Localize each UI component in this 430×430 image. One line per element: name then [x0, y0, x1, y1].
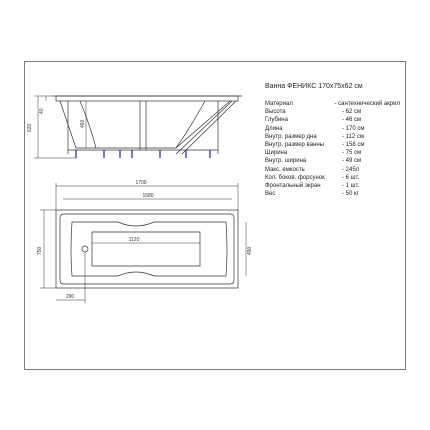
spec-row [265, 133, 400, 141]
top-view [56, 210, 238, 288]
spec-value: - 112 см [342, 133, 365, 140]
spec-row [265, 182, 400, 190]
spec-label: Кол. боков. форсунок [265, 174, 325, 181]
spec-row [265, 174, 400, 182]
spec-label: Фронтальный экран [265, 183, 321, 190]
front-panel-edge [176, 101, 232, 154]
spec-row [265, 157, 400, 165]
spec-value: - 170 см [342, 125, 365, 132]
dim-bottom-length: 1120 [128, 237, 140, 243]
spec-value: - 6 шт. [342, 174, 360, 181]
dim-depth: 460 [80, 119, 86, 128]
spec-value: - сантехнический акрил [334, 101, 400, 107]
spec-row [265, 141, 400, 149]
spec-label: Вес [265, 191, 276, 198]
spec-label: Высота [265, 109, 286, 116]
dim-length: 1700 [135, 180, 147, 186]
spec-value: - 245л [342, 166, 360, 173]
spec-row [265, 125, 400, 133]
spec-row [265, 100, 400, 108]
spec-label: Внутр. размер дна [265, 133, 317, 140]
tub-rim [56, 96, 238, 101]
tub-inner-curve-right [176, 101, 205, 148]
spec-label: Макс. емкость [265, 166, 305, 173]
side-dimension-lines [34, 96, 86, 158]
spec-row [265, 108, 400, 116]
spec-value: - 158 см [342, 142, 365, 149]
dim-drain-offset: 290 [65, 294, 75, 300]
support-legs [76, 150, 210, 158]
spec-value: - 49 см [342, 158, 362, 165]
spec-label: Ширина [265, 150, 288, 157]
spec-value: - 62 см [342, 109, 362, 116]
spec-label: Глубина [265, 117, 288, 124]
dim-height-total: 620 [27, 123, 33, 132]
spec-value: - 75 см [342, 150, 362, 157]
dim-inner-width: 490 [247, 246, 253, 255]
drain-hole [82, 246, 88, 252]
spec-row [265, 116, 400, 124]
spec-value: - 1 шт. [342, 183, 360, 190]
spec-label: Внутр. размер ванны [265, 142, 324, 149]
spec-row [265, 190, 400, 198]
spec-row [265, 149, 400, 157]
dim-width: 750 [37, 246, 43, 255]
spec-label: Материал [265, 101, 293, 107]
spec-value: - 46 см [342, 117, 362, 124]
product-title: Ванна ФЕНИКС 170x75x62 см [265, 83, 363, 90]
spec-label: Внутр. ширина [265, 158, 307, 165]
spec-value: - 50 кг [342, 191, 359, 198]
tub-basin-outline [71, 222, 227, 276]
spec-label: Длина [265, 125, 283, 132]
dim-inner-length: 1580 [142, 193, 154, 199]
spec-table [265, 100, 400, 198]
dim-rim: 40 [39, 108, 45, 114]
tub-bottom-outline [92, 232, 200, 266]
spec-row [265, 166, 400, 174]
